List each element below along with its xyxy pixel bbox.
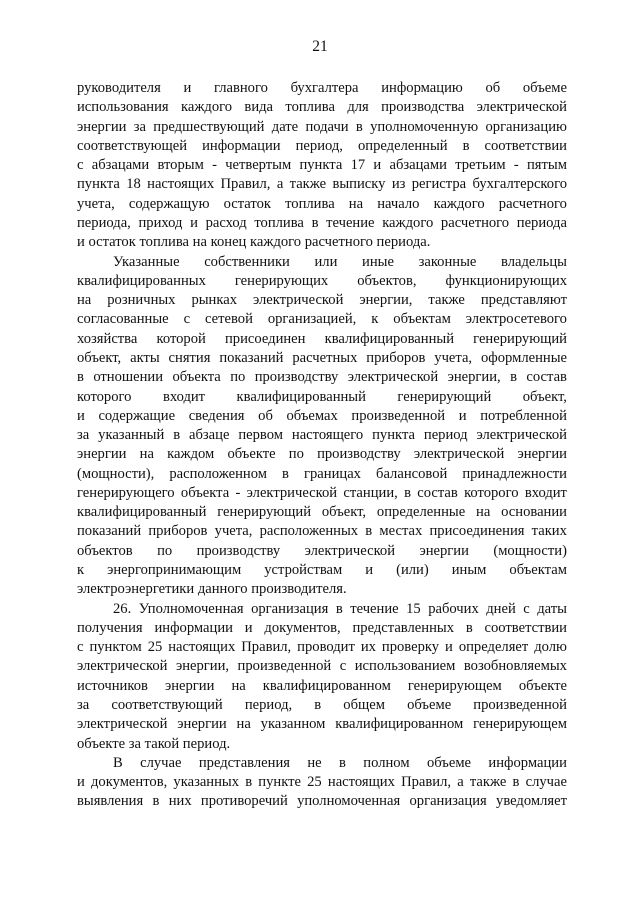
text-line: квалифицированный генерирующий объект, определенные на основании — [77, 504, 567, 521]
text-line: квалифицированных генерирующих объектов, функционирующих — [77, 272, 567, 289]
text-line: соответствующей информации период, определенный в соответствии — [77, 137, 567, 154]
text-line: (мощности), расположенном в границах балансовой принадлежности — [77, 465, 567, 482]
text-line: В случае представления не в полном объеме информации — [113, 754, 567, 771]
text-line: источников энергии на квалифицированном генерирующем объекте — [77, 677, 567, 694]
page-number: 21 — [312, 38, 328, 55]
text-line: электрической энергии, произведенной с использованием возобновляемых — [77, 658, 567, 675]
text-line: использования каждого вида топлива для производства электрической — [77, 99, 567, 116]
text-line: согласованные с сетевой организацией, к объектам электросетевого — [77, 311, 567, 328]
text-line: учета, содержащую остаток топлива на начало каждого расчетного — [77, 195, 567, 212]
text-line: с абзацами вторым - четвертым пункта 17 и абзацами третьим - пятым — [77, 157, 567, 174]
text-line: 26. Уполномоченная организация в течение 15 рабочих дней с даты — [113, 600, 567, 617]
text-line: и остаток топлива на конец каждого расчетного периода. — [77, 234, 431, 251]
text-line: энергии на каждом объекте по производству электрической энергии — [77, 446, 567, 463]
text-line: показаний приборов учета, расположенных в местах присоединения таких — [77, 523, 567, 540]
text-line: к энергопринимающим устройствам и (или) иным объектам — [77, 562, 567, 579]
text-line: за указанный в абзаце первом настоящего пункта период электрической — [77, 427, 567, 444]
text-line: пункта 18 настоящих Правил, а также выписку из регистра бухгалтерского — [77, 176, 567, 193]
text-line: с пунктом 25 настоящих Правил, проводит их проверку и определяет долю — [77, 639, 567, 656]
text-line: объектов по производству электрической энергии (мощности) — [77, 542, 567, 559]
text-line: руководителя и главного бухгалтера информацию об объеме — [77, 80, 567, 96]
text-line: за соответствующий период, в общем объеме произведенной — [77, 697, 567, 713]
text-line: генерирующего объекта - электрической станции, в состав которого входит — [77, 484, 567, 501]
text-line: энергии за предшествующий дате подачи в уполномоченную организацию — [77, 118, 567, 135]
text-line: в отношении объекта по производству электрической энергии, в состав — [77, 369, 567, 386]
text-line: и содержащие сведения об объемах произведенной и потребленной — [77, 407, 567, 424]
text-line: которого входит квалифицированный генерирующий объект, — [77, 388, 567, 405]
text-line: на розничных рынках электрической энергии, также представляют — [77, 292, 567, 309]
text-line: и документов, указанных в пункте 25 настоящих Правил, а также в случае — [77, 774, 567, 791]
text-line: периода, приход и расход топлива в течение каждого расчетного периода — [77, 214, 567, 231]
document-body — [77, 79, 567, 812]
text-line: Указанные собственники или иные законные владельцы — [113, 253, 567, 270]
text-line: объект, акты снятия показаний расчетных приборов учета, оформленные — [77, 349, 567, 366]
text-line: электрической энергии на указанном квалифицированном генерирующем — [77, 716, 567, 733]
text-line: объекте за такой период. — [77, 735, 231, 752]
text-line: получения информации и документов, представленных в соответствии — [77, 619, 567, 636]
text-line: выявления в них противоречий уполномоченная организация уведомляет — [77, 793, 567, 810]
text-line: хозяйства которой присоединен квалифицированный генерирующий — [77, 330, 567, 347]
text-line: электроэнергетики данного производителя. — [77, 581, 347, 598]
